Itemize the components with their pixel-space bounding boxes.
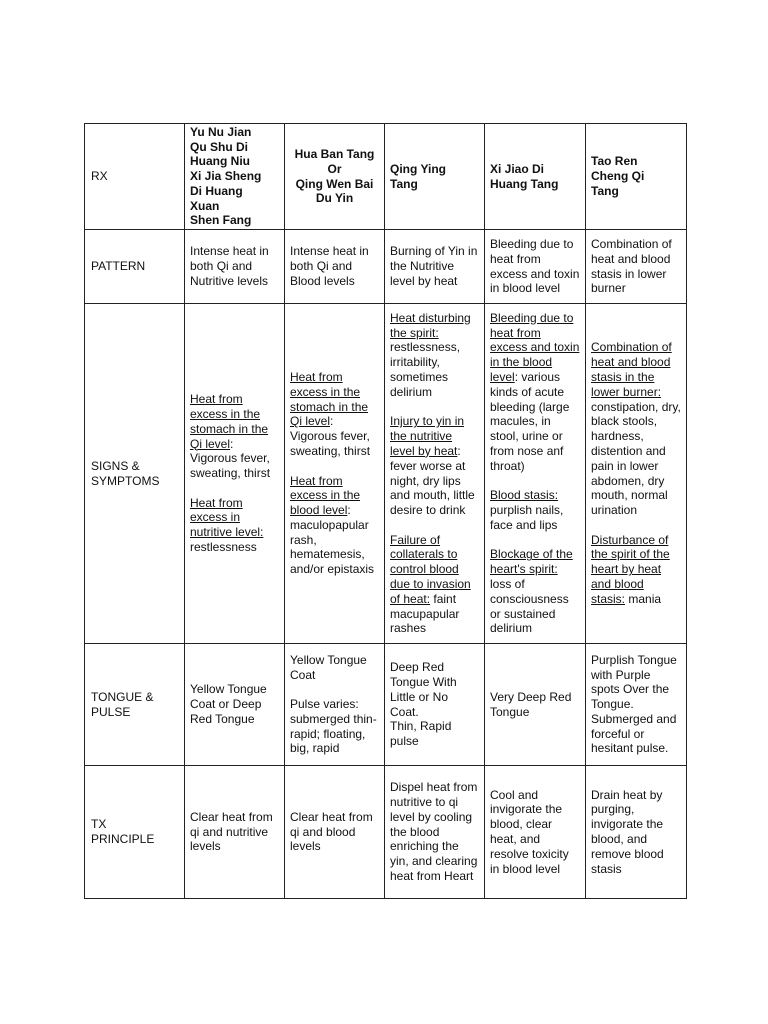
tx-cell-3: Dispel heat from nutritive to qi level by cooling the blood enriching the yin, and clearing heat from Heart <box>385 766 485 899</box>
pattern-cell-4: Bleeding due to heat from excess and toxin in blood level <box>485 230 586 304</box>
pattern-cell-1: Intense heat in both Qi and Nutritive levels <box>185 230 285 304</box>
tx-cell-5: Drain heat by purging, invigorate the blood, and remove blood stasis <box>586 766 687 899</box>
tongue-label: TONGUE & PULSE <box>85 644 185 766</box>
pattern-cell-2: Intense heat in both Qi and Blood levels <box>285 230 385 304</box>
formula-comparison-table <box>84 123 687 899</box>
rx-formula-1: Yu Nu Jian Qu Shu Di Huang Niu Xi Jia Sheng Di Huang Xuan Shen Fang <box>185 124 285 230</box>
rx-formula-2: Hua Ban Tang Or Qing Wen Bai Du Yin <box>285 124 385 230</box>
tx-row <box>85 766 687 899</box>
tongue-cell-5: Purplish Tongue with Purple spots Over the Tongue. Submerged and forceful or hesitant pulse. <box>586 644 687 766</box>
tongue-cell-4: Very Deep Red Tongue <box>485 644 586 766</box>
tx-cell-2: Clear heat from qi and blood levels <box>285 766 385 899</box>
tongue-row <box>85 644 687 766</box>
tongue-cell-2: Yellow Tongue Coat Pulse varies: submerged thin-rapid; floating, big, rapid <box>285 644 385 766</box>
signs-cell-2: Heat from excess in the stomach in the Qi level: Vigorous fever, sweating, thirst Heat from excess in the blood level: maculopapular rash, hematemesis, and/or epistaxis <box>285 304 385 644</box>
pattern-cell-3: Burning of Yin in the Nutritive level by heat <box>385 230 485 304</box>
tx-cell-4: Cool and invigorate the blood, clear heat, and resolve toxicity in blood level <box>485 766 586 899</box>
signs-cell-5: Combination of heat and blood stasis in the lower burner: constipation, dry, black stools, hardness, distention and pain in lower abdomen, dry mouth, normal urination Disturbance of the spirit of the heart by heat and blood stasis: mania <box>586 304 687 644</box>
signs-row <box>85 304 687 644</box>
rx-row <box>85 124 687 230</box>
signs-cell-1: Heat from excess in the stomach in the Qi level: Vigorous fever, sweating, thirst Heat from excess in nutritive level: restlessness <box>185 304 285 644</box>
rx-formula-5: Tao Ren Cheng Qi Tang <box>586 124 687 230</box>
pattern-cell-5: Combination of heat and blood stasis in lower burner <box>586 230 687 304</box>
pattern-label: PATTERN <box>85 230 185 304</box>
rx-label: RX <box>85 124 185 230</box>
signs-label: SIGNS & SYMPTOMS <box>85 304 185 644</box>
pattern-row <box>85 230 687 304</box>
tongue-cell-1: Yellow Tongue Coat or Deep Red Tongue <box>185 644 285 766</box>
tx-label: TX PRINCIPLE <box>85 766 185 899</box>
rx-formula-3: Qing Ying Tang <box>385 124 485 230</box>
signs-cell-4: Bleeding due to heat from excess and toxin in the blood level: various kinds of acute bleeding (large macules, in stool, urine or from nose anf throat) Blood stasis: purplish nails, face and lips Blockage of the heart's spirit: loss of consciousness or sustained delirium <box>485 304 586 644</box>
rx-formula-4: Xi Jiao Di Huang Tang <box>485 124 586 230</box>
signs-cell-3: Heat disturbing the spirit: restlessness, irritability, sometimes delirium Injury to yin in the nutritive level by heat: fever worse at night, dry lips and mouth, little desire to drink Failure of collaterals to control blood due to invasion of heat: faint macupapular rashes <box>385 304 485 644</box>
tongue-cell-3: Deep Red Tongue With Little or No Coat. Thin, Rapid pulse <box>385 644 485 766</box>
tx-cell-1: Clear heat from qi and nutritive levels <box>185 766 285 899</box>
